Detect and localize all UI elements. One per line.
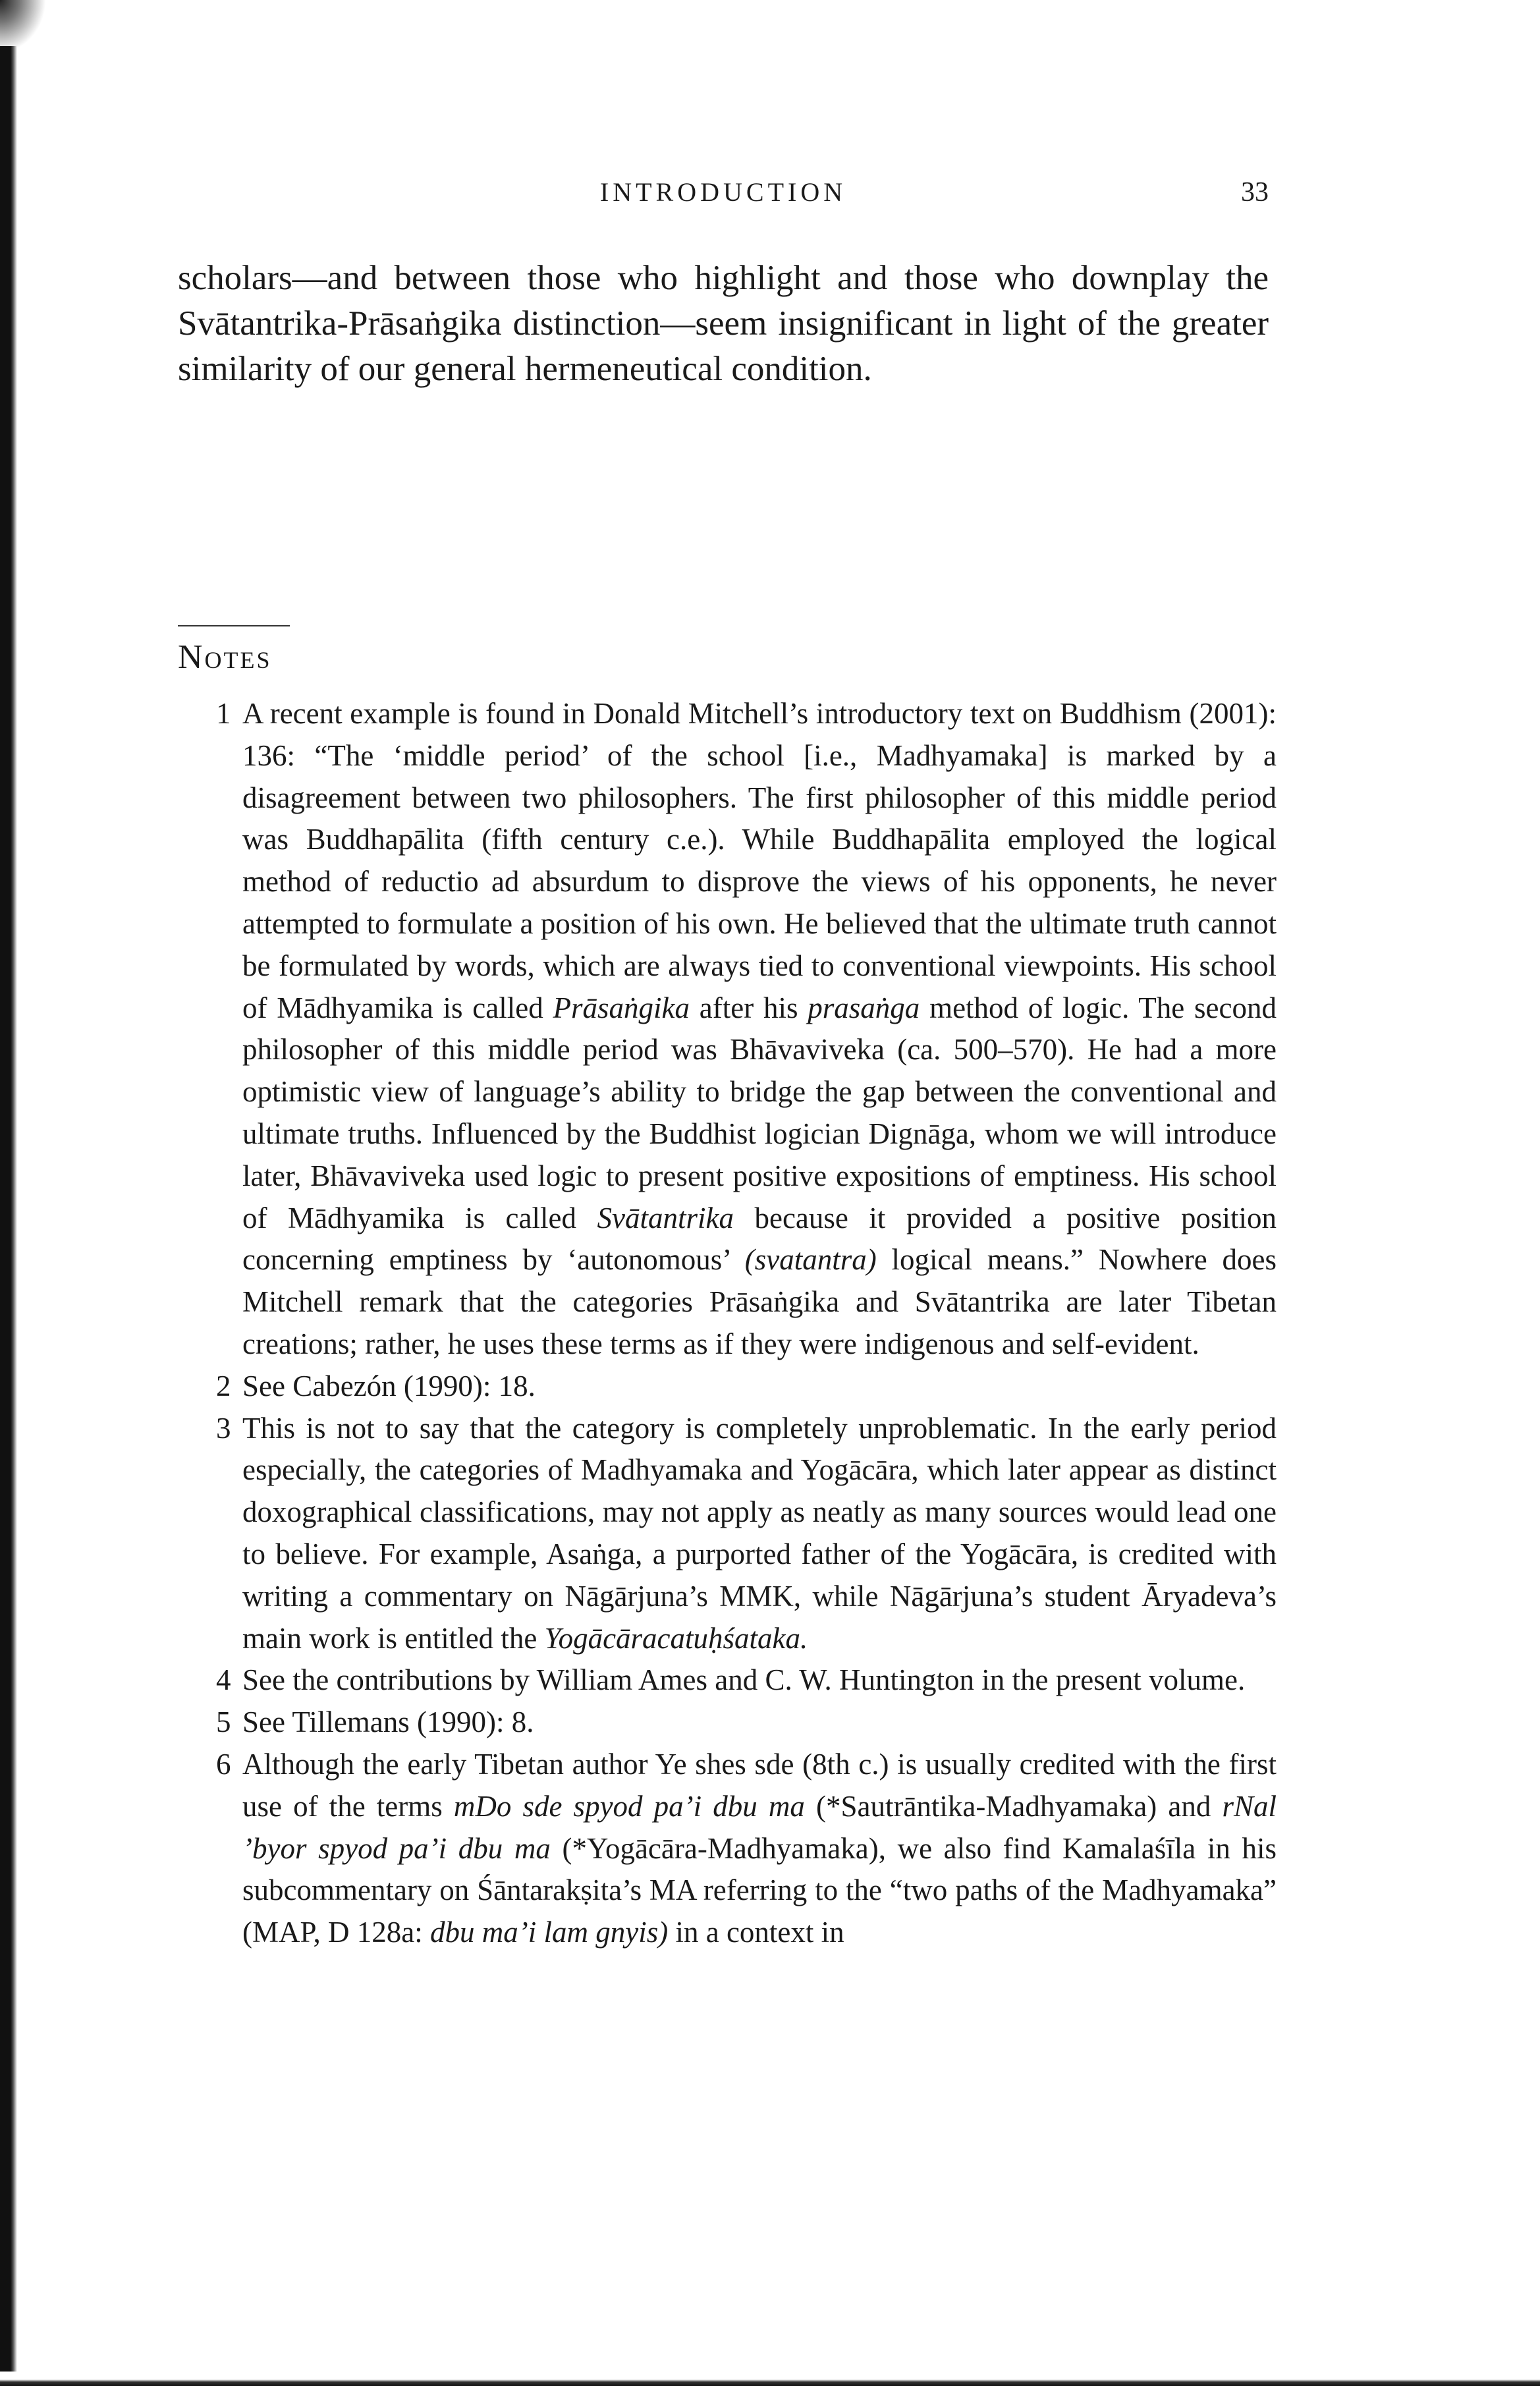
footnote-text-run: logical means.” Nowhere does Mitchell remark that the categories Prāsaṅgika and Svātantrika are later Tibetan creations; rather, he uses these terms as if they were indigenous and self-evident. [242, 1243, 1277, 1360]
body-paragraph: scholars—and between those who highlight and those who downplay the Svātantrika-Prāsaṅgika distinction—seem insignificant in light of the greater similarity of our general hermeneutical condition. [178, 259, 1269, 388]
footnote [216, 1744, 1277, 1954]
footnote-italic-term: (svatantra) [744, 1243, 877, 1277]
page-number: 33 [1241, 177, 1269, 208]
footnote [216, 1702, 1277, 1744]
footnote-italic-term: Prāsaṅgika [553, 991, 690, 1024]
footnote [216, 1366, 1277, 1408]
footnote-text-run: See Tillemans (1990): 8. [242, 1706, 534, 1739]
footnote-text-run: A recent example is found in Donald Mitchell’s introductory text on Buddhism (2001): 136: “The ‘middle period’ of the school [i.e., Madhyamaka] is marked by a disagreement between two philosophers. The first philosopher of this middle period was Buddhapālita (fifth century c.e.). While Buddhapālita employed the logical method of reductio ad absurdum to disprove the views of his opponents, he never attempted to formulate a position of his own. He believed that the ultimate truth cannot be formulated by words, which are always tied to conventional viewpoints. His school of Mādhyamika is called [242, 697, 1277, 1024]
footnote-italic-term: Yogācāracatuḥśataka. [544, 1621, 808, 1655]
footnote-text [242, 697, 1277, 1360]
footnote-text-run: after his [689, 991, 808, 1024]
notes-divider [178, 625, 290, 626]
footnote-text-run: (*Yogācāra-Madhyamaka), we also find Kamalaśīla in his subcommentary on Śāntarakṣita’s MA referring to the “two paths of the Madhyamaka” (MAP, D 128a: [242, 1831, 1277, 1949]
footnote-number: 2 [216, 1369, 231, 1402]
footnote-text-run: (*Sautrāntika-Madhyamaka) and [804, 1789, 1223, 1823]
footnote-number: 3 [216, 1411, 231, 1445]
footnote-text-run: Although the early Tibetan author Ye shes sde (8th c.) is usually credited with the first use of the terms [242, 1747, 1277, 1823]
footnote-text-run: because it provided a positive position concerning emptiness by ‘autonomous’ [242, 1201, 1277, 1277]
footnote-text-run: in a context in [668, 1916, 844, 1949]
footnote-number: 6 [216, 1747, 231, 1781]
running-title: INTRODUCTION [599, 177, 847, 207]
footnote [216, 1408, 1277, 1660]
footnote-italic-term: dbu ma’i lam gnyis) [430, 1916, 669, 1949]
footnote-text-run: method of logic. The second philosopher of this middle period was Bhāvaviveka (ca. 500–570). He had a more optimistic view of language’s ability to bridge the gap between the conventional and ultimate truths. Influenced by the Buddhist logician Dignāga, whom we will introduce later, Bhāvaviveka used logic to present positive expositions of emptiness. His school of Mādhyamika is called [242, 991, 1277, 1235]
footnote-text-run: See Cabezón (1990): 18. [242, 1369, 536, 1402]
running-head [178, 173, 1269, 212]
footnote-italic-term: prasaṅga [808, 991, 920, 1024]
footnote-text [242, 1370, 536, 1402]
footnote-number: 5 [216, 1706, 231, 1739]
footnote-number: 4 [216, 1663, 231, 1697]
footnote [216, 693, 1277, 1366]
notes-heading: Notes [178, 638, 272, 676]
footnote-text [242, 1412, 1277, 1655]
footnote-text [242, 1706, 534, 1738]
footnote-text-run: This is not to say that the category is completely unproblematic. In the early period especially, the categories of Madhyamaka and Yogācāra, which later appear as distinct doxographical classifications, may not apply as neatly as many sources would lead one to believe. For example, Asaṅga, a purported father of the Yogācāra, is credited with writing a commentary on Nāgārjuna’s MMK, while Nāgārjuna’s student Āryadeva’s main work is entitled the [242, 1411, 1277, 1655]
footnote-number: 1 [216, 697, 231, 730]
scan-binding-edge [0, 46, 17, 2372]
footnote-text-run: See the contributions by William Ames and C. W. Huntington in the present volume. [242, 1663, 1246, 1697]
footnote-italic-term: rNal ’byor spyod pa’i dbu ma [242, 1789, 1277, 1865]
scan-bottom-edge [0, 2379, 1540, 2386]
scan-shadow-corner [0, 0, 46, 53]
footnote-italic-term: mDo sde spyod pa’i dbu ma [453, 1789, 805, 1823]
footnote-italic-term: Svātantrika [597, 1201, 734, 1235]
footnote [216, 1659, 1277, 1702]
footnote-text [242, 1663, 1245, 1696]
notes-list [216, 693, 1277, 1954]
footnote-text [242, 1748, 1277, 1949]
